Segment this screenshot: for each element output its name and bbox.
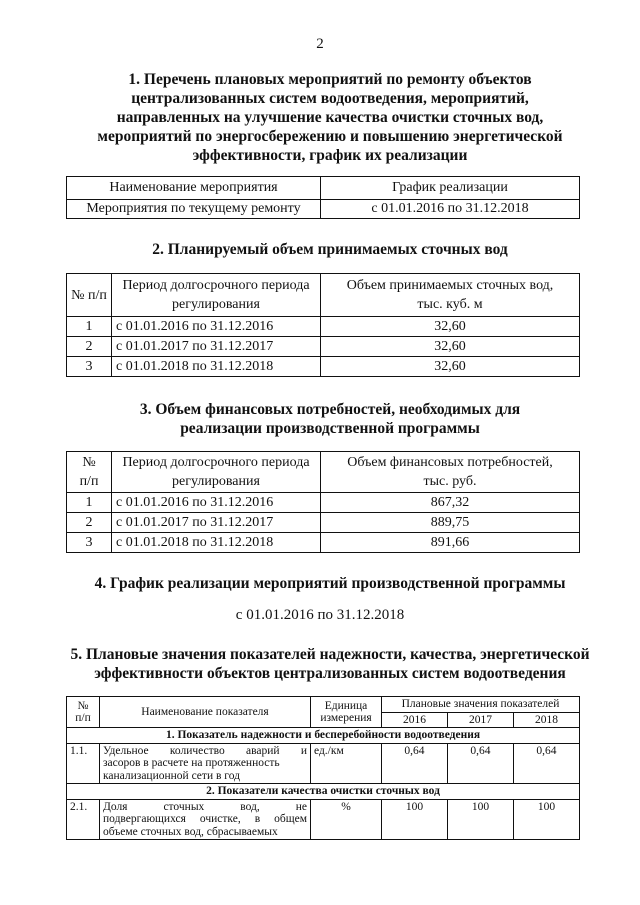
indicator-name-line: Доля сточных вод, не [103,800,307,813]
table-header-cell: Плановые значения показателей [382,697,580,713]
table-row [67,317,580,337]
table-cell: с 01.01.2017 по 31.12.2017 [112,337,321,357]
value-cell: 0,64 [382,743,448,784]
group-title: 1. Показатель надежности и бесперебойности водоотведения [67,728,580,744]
header-line: Единица [324,699,368,712]
table-cell: 889,75 [321,513,580,533]
table-header-row [67,452,580,493]
table-cell: 3 [67,357,112,377]
section1-title-line: направленных на улучшение качества очистки сточных вод, [116,109,544,126]
table-header-cell [321,452,580,493]
unit-cell: ед./км [311,743,382,784]
table-cell: с 01.01.2016 по 31.12.2016 [112,317,321,337]
section1-title-line: мероприятий по энергосбережению и повышению энергетической [97,128,563,145]
header-line: тыс. руб. [423,474,477,489]
section1-title-line: 1. Перечень плановых мероприятий по ремонту объектов [128,71,532,88]
value-cell: 0,64 [513,743,579,784]
table-cell: 32,60 [321,337,580,357]
table-row [67,200,580,219]
table-row [67,533,580,553]
table-cell: 2 [67,513,112,533]
table-row [67,493,580,513]
table-cell: с 01.01.2018 по 31.12.2018 [112,533,321,553]
section1-title-line: централизованных систем водоотведения, мероприятий, [131,90,529,107]
table-cell: Мероприятия по текущему ремонту [67,200,321,219]
table-header-cell [67,697,100,728]
table-cell: 867,32 [321,493,580,513]
table-header-row [67,177,580,200]
table-header-row [67,697,580,713]
table-cell: 32,60 [321,357,580,377]
page-number: 2 [316,36,324,52]
table-header-cell [112,452,321,493]
row-number: 1.1. [67,743,100,784]
indicator-name [100,799,311,840]
header-line: измерения [320,712,372,724]
section4-title: 4. График реализации мероприятий производственной программы [94,575,566,592]
table-cell: 1 [67,317,112,337]
indicator-name-line: засоров в расчете на протяженность [103,757,280,769]
header-line: регулирования [172,297,260,312]
value-cell: 100 [382,799,448,840]
indicator-name-line: подвергающихся очистке, в общем [103,813,307,825]
table-row [67,743,580,784]
table-cell: 32,60 [321,317,580,337]
table-header-cell: График реализации [321,177,580,200]
indicator-name-line: Удельное количество аварий и [103,744,307,757]
header-line: тыс. куб. м [417,297,483,312]
header-line: регулирования [172,474,260,489]
year-header: 2016 [382,712,448,728]
year-header: 2018 [513,712,579,728]
header-line: № [77,699,89,712]
table-cell: с 01.01.2016 по 31.12.2018 [321,200,580,219]
section2-title: 2. Планируемый объем принимаемых сточных вод [152,241,508,258]
indicator-name [100,743,311,784]
table-cell: с 01.01.2017 по 31.12.2017 [112,513,321,533]
section3-table [66,451,580,553]
table-header-cell [311,697,382,728]
section3-title-line: реализации производственной программы [180,420,480,437]
header-line: Объем принимаемых сточных вод, [346,278,554,293]
section1-title [40,70,620,165]
table-row [67,337,580,357]
section5-title-line: эффективности объектов централизованных систем водоотведения [94,665,566,682]
section3-title [40,400,620,438]
table-header-cell [112,274,321,317]
table-cell: с 01.01.2018 по 31.12.2018 [112,357,321,377]
header-line: № [82,455,96,470]
header-line: п/п [75,712,91,724]
section5-title [30,645,630,683]
row-number: 2.1. [67,799,100,840]
group-title: 2. Показатели качества очистки сточных вод [67,784,580,800]
header-line: Объем финансовых потребностей, [347,455,553,470]
value-cell: 0,64 [447,743,513,784]
table-row [67,357,580,377]
header-line: п/п [79,474,99,489]
table-cell: 1 [67,493,112,513]
section1-title-line: эффективности, график их реализации [192,147,468,164]
table-header-cell: № п/п [67,274,112,317]
table-header-cell [67,452,112,493]
section5-table [66,696,580,840]
table-header-cell [321,274,580,317]
table-cell: 891,66 [321,533,580,553]
group-row [67,728,580,744]
table-cell: с 01.01.2016 по 31.12.2016 [112,493,321,513]
indicator-name-line: объеме сточных вод, сбрасываемых [103,825,278,838]
table-cell: 3 [67,533,112,553]
table-cell: 2 [67,337,112,357]
section1-table [66,176,580,219]
header-line: Период долгосрочного периода [122,278,310,293]
value-cell: 100 [447,799,513,840]
section4-period: с 01.01.2016 по 31.12.2018 [235,607,405,623]
group-row [67,784,580,800]
table-header-cell: Наименование показателя [100,697,311,728]
year-header: 2017 [447,712,513,728]
table-header-cell: Наименование мероприятия [67,177,321,200]
section3-title-line: 3. Объем финансовых потребностей, необходимых для [139,401,521,418]
value-cell: 100 [513,799,579,840]
indicator-name-line: канализационной сети в год [103,769,240,782]
header-line: Период долгосрочного периода [122,455,310,470]
table-row [67,513,580,533]
section5-title-line: 5. Плановые значения показателей надежности, качества, энергетической [70,646,590,663]
section2-table [66,273,580,377]
table-row [67,799,580,840]
table-header-row [67,274,580,317]
unit-cell: % [311,799,382,840]
